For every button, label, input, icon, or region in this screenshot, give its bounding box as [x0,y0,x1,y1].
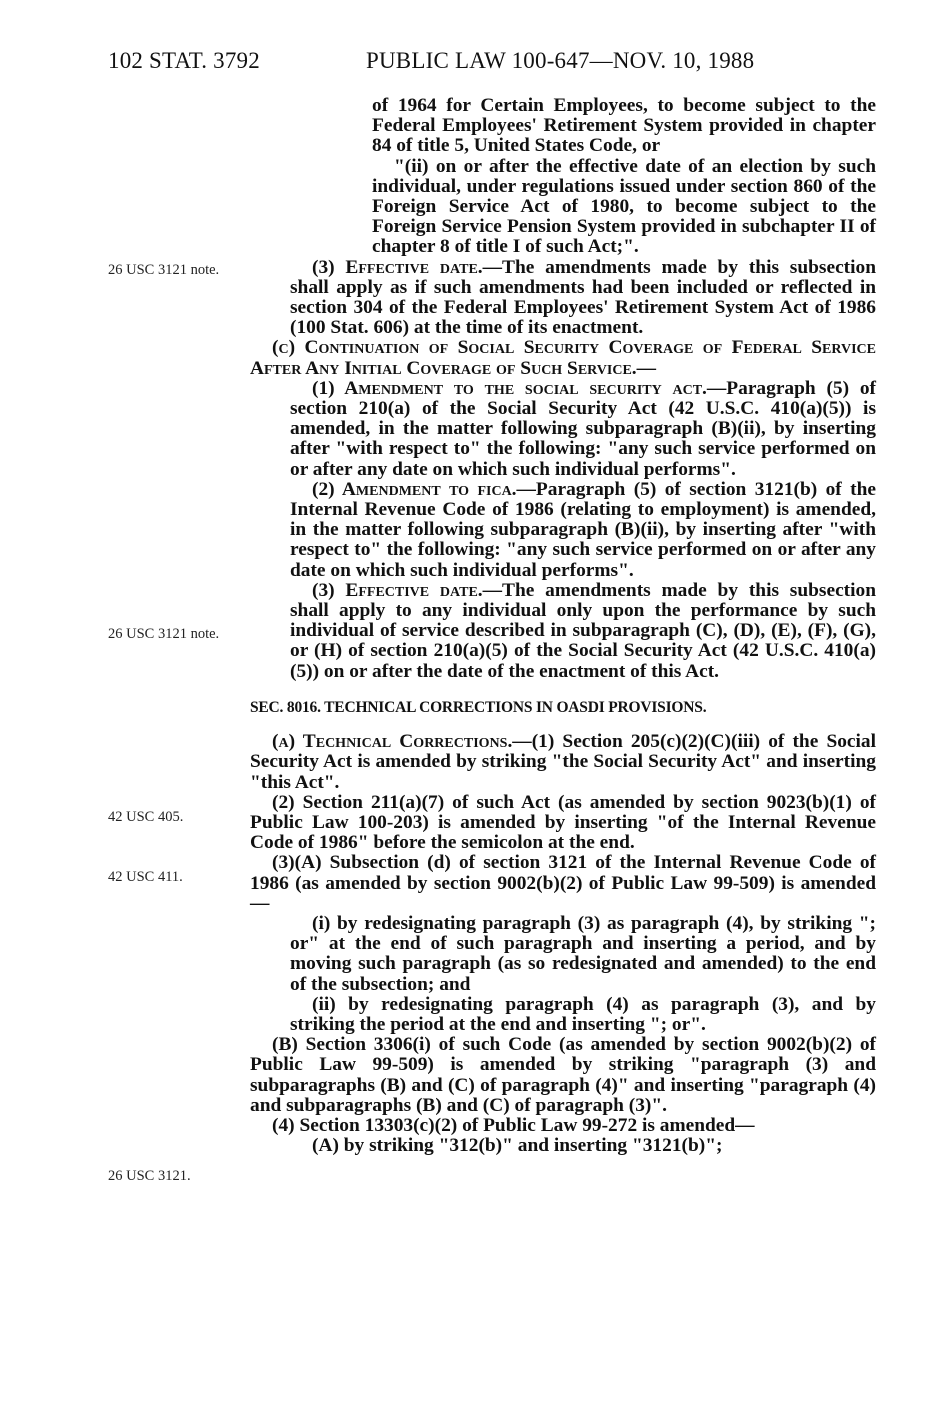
paragraph: (3) Effective date.—The amendments made by this subsection shall apply as if such amendments had been included or reflected in section 304 of the Federal Employees' Retirement System Act of 1986 (100 Stat. 606) at the time of its enactment. [290,256,876,339]
paragraph: (B) Section 3306(i) of such Code (as amended by section 9002(b)(2) of Public Law 99-509) is amended by striking "paragraph (3) and subparagraphs (B) and (C) of paragraph (4)" and inserting "paragraph (4) and subparagraphs (B) and (C) of paragraph (3)". [250,1034,876,1116]
margin-note: 42 USC 411. [108,869,183,885]
paragraph: of 1964 for Certain Employees, to become subject to the Federal Employees' Retirement System provided in chapter 84 of title 5, United States Code, or [372,95,876,157]
paragraph: (3)(A) Subsection (d) of section 3121 of the Internal Revenue Code of 1986 (as amended by section 9002(b)(2) of Public Law 99-509) is amended— [250,852,876,914]
clause: (A) by striking "312(b)" and inserting "3121(b)"; [312,1135,723,1157]
paragraph: "(ii) on or after the effective date of an election by such individual, under regulations issued under section 860 of the Foreign Service Act of 1980, to become subject to the Foreign Service Pension System provided in subchapter II of chapter 8 of title I of such Act;". [372,155,876,258]
section-heading: SEC. 8016. TECHNICAL CORRECTIONS IN OASDI PROVISIONS. [250,698,707,716]
paragraph: (a) Technical Corrections.—(1) Section 205(c)(2)(C)(iii) of the Social Security Act is amended by striking "the Social Security Act" and inserting "this Act". [250,731,876,793]
margin-note: 26 USC 3121 note. [108,626,220,642]
paragraph-heading: (3) Effective date. [312,256,483,278]
stat-page-number: 102 STAT. 3792 [108,48,260,73]
subsection-heading: (c) Continuation of Social Security Coverage of Federal Service After Any Initial Coverage of Such Service.— [250,337,876,379]
paragraph: (2) Section 211(a)(7) of such Act (as amended by section 9023(b)(1) of Public Law 100-203) is amended by inserting "of the Internal Revenue Code of 1986" before the semicolon at the end. [250,791,876,854]
clause: (i) by redesignating paragraph (3) as paragraph (4), by striking "; or" at the end of such paragraph and inserting a period, and by moving such paragraph (as so redesignated and amended) to the end of the subsection; and [290,912,876,995]
clause: (ii) by redesignating paragraph (4) as paragraph (3), and by striking the period at the end and inserting "; or". [290,993,876,1035]
paragraph-heading: (3) Effective date. [312,579,483,601]
margin-note: 26 USC 3121 note. [108,262,220,278]
paragraph-heading: (a) Technical Corrections. [272,731,513,753]
paragraph: (1) Amendment to the social security act.—Paragraph (5) of section 210(a) of the Social Security Act (42 U.S.C. 410(a)(5)) is amended, in the matter following subparagraph (B)(ii), by inserting after "with respect to" the following: "any such service performed on or after any date on which such individual performs". [290,377,876,480]
margin-note: 42 USC 405. [108,809,184,825]
running-header [0,48,947,82]
paragraph-heading: (1) Amendment to the social security act. [312,377,707,399]
public-law-citation: PUBLIC LAW 100-647—NOV. 10, 1988 [366,48,755,73]
paragraph: (4) Section 13303(c)(2) of Public Law 99-272 is amended— [272,1114,755,1136]
paragraph: (3) Effective date.—The amendments made by this subsection shall apply to any individual only upon the performance by such individual of service described in subparagraph (C), (D), (E), (F), (G), or (H) of section 210(a)(5) of the Social Security Act (42 U.S.C. 410(a)(5)) on or after the date of the enactment of this Act. [290,579,876,682]
paragraph: (2) Amendment to fica.—Paragraph (5) of section 3121(b) of the Internal Revenue Code of 1986 (relating to employment) is amended, in the matter following subparagraph (B)(ii), by inserting after "with respect to" the following: "any such service performed on or after any date on which such individual performs". [290,478,876,581]
margin-note: 26 USC 3121. [108,1168,191,1184]
statute-text [250,96,876,1156]
paragraph-heading: (2) Amendment to fica. [312,478,517,500]
